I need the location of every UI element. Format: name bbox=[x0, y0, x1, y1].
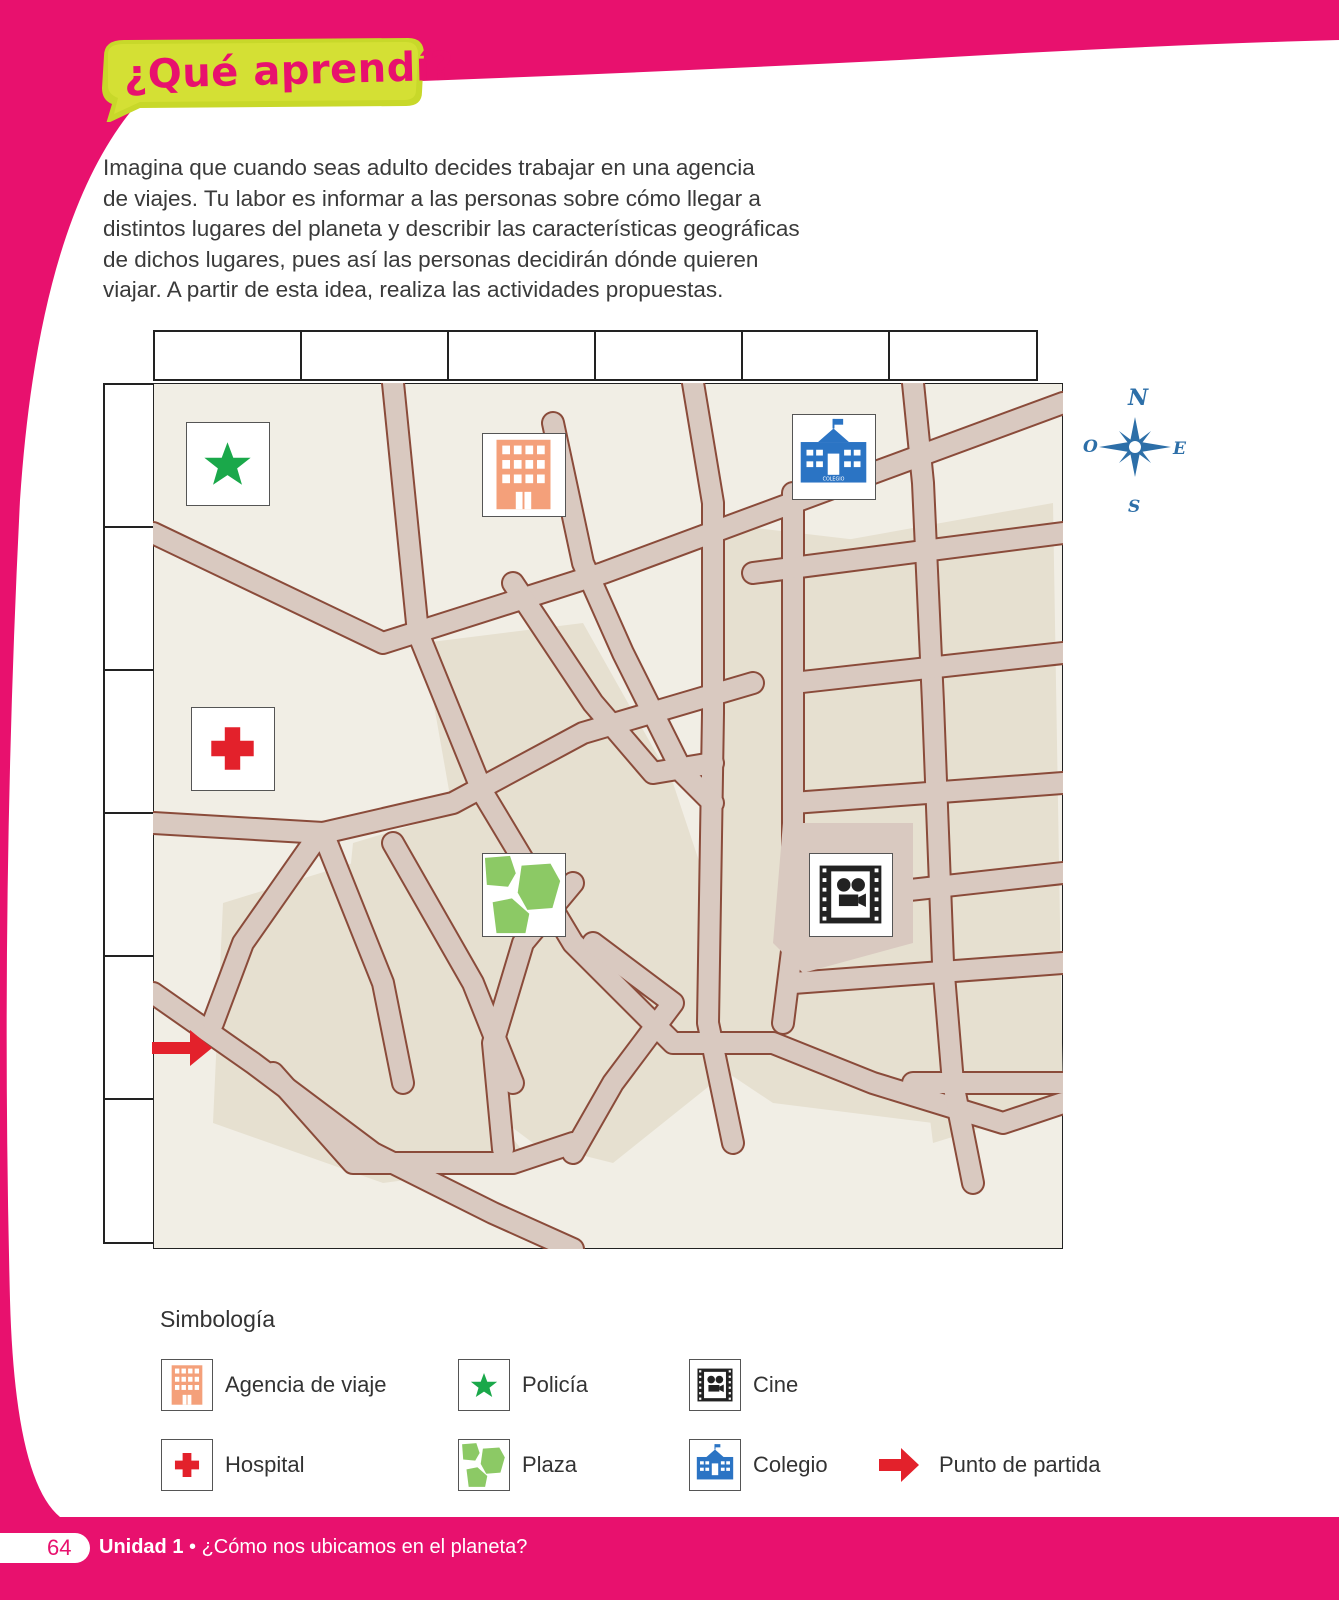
page-title: ¿Qué aprendí? bbox=[123, 43, 455, 99]
compass-north: N bbox=[1128, 385, 1149, 411]
legend-item-travel-agency bbox=[161, 1359, 386, 1411]
plaza-marker[interactable] bbox=[482, 853, 566, 937]
row-cell[interactable] bbox=[103, 383, 155, 528]
police-star-icon bbox=[187, 423, 268, 504]
plaza-icon bbox=[483, 854, 564, 935]
intro-paragraph bbox=[103, 153, 823, 306]
compass-east: E bbox=[1173, 439, 1186, 459]
column-cell[interactable] bbox=[741, 330, 890, 381]
row-cell[interactable] bbox=[103, 526, 155, 671]
row-header-cells bbox=[103, 383, 155, 1242]
legend-item-hospital bbox=[161, 1439, 304, 1491]
row-cell[interactable] bbox=[103, 1098, 155, 1244]
footer-unit-title bbox=[99, 1536, 527, 1559]
intro-line: de viajes. Tu labor es informar a las personas sobre cómo llegar a bbox=[103, 185, 761, 211]
legend-label: Colegio bbox=[753, 1452, 828, 1477]
compass-west: O bbox=[1083, 437, 1098, 457]
police-star-icon bbox=[461, 1362, 507, 1408]
school-sign: COLEGIO bbox=[822, 477, 845, 483]
legend-label: Punto de partida bbox=[939, 1452, 1101, 1477]
legend-title: Simbología bbox=[160, 1306, 276, 1332]
intro-line: distintos lugares del planeta y describir las características geográficas bbox=[103, 216, 800, 241]
travel-agency-marker[interactable] bbox=[482, 433, 566, 517]
row-cell[interactable] bbox=[103, 669, 155, 814]
column-cell[interactable] bbox=[888, 330, 1038, 381]
travel-agency-icon bbox=[483, 434, 564, 515]
cinema-marker[interactable] bbox=[809, 853, 893, 937]
compass-rose bbox=[1085, 385, 1185, 520]
legend-item-school bbox=[689, 1439, 828, 1491]
hospital-cross-icon bbox=[164, 1442, 210, 1488]
travel-agency-icon bbox=[164, 1362, 210, 1408]
legend-item-plaza bbox=[458, 1439, 577, 1491]
legend-label: Policía bbox=[522, 1372, 589, 1397]
school-marker[interactable] bbox=[792, 414, 876, 500]
legend-item-cinema bbox=[689, 1359, 798, 1411]
intro-line: viajar. A partir de esta idea, realiza las actividades propuestas. bbox=[103, 277, 724, 302]
legend-label: Cine bbox=[753, 1372, 799, 1397]
hospital-marker[interactable] bbox=[191, 707, 275, 791]
cinema-icon bbox=[810, 854, 891, 935]
cinema-icon bbox=[692, 1362, 738, 1408]
school-icon bbox=[793, 415, 874, 498]
compass-south: S bbox=[1128, 497, 1141, 517]
footer-bullet: • bbox=[189, 1536, 197, 1558]
column-cell[interactable] bbox=[153, 330, 302, 381]
column-header-cells bbox=[153, 330, 1036, 381]
start-arrow-marker[interactable] bbox=[150, 1028, 216, 1068]
footer-unit: Unidad 1 bbox=[99, 1536, 184, 1558]
legend-item-police bbox=[458, 1359, 588, 1411]
school-icon bbox=[692, 1442, 738, 1488]
legend-item-start-point bbox=[877, 1446, 1100, 1484]
plaza-icon bbox=[461, 1442, 507, 1488]
hospital-cross-icon bbox=[192, 708, 273, 789]
legend-label: Agencia de viaje bbox=[225, 1372, 387, 1397]
column-cell[interactable] bbox=[447, 330, 596, 381]
row-cell[interactable] bbox=[103, 812, 155, 957]
legend-label: Plaza bbox=[522, 1452, 578, 1477]
page-number: 64 bbox=[0, 1533, 90, 1563]
column-cell[interactable] bbox=[300, 330, 449, 381]
legend-label: Hospital bbox=[225, 1452, 305, 1477]
row-cell[interactable] bbox=[103, 955, 155, 1100]
footer-unit-name: ¿Cómo nos ubicamos en el planeta? bbox=[201, 1536, 528, 1558]
police-marker[interactable] bbox=[186, 422, 270, 506]
column-cell[interactable] bbox=[594, 330, 743, 381]
intro-line: Imagina que cuando seas adulto decides trabajar en una agencia bbox=[103, 155, 755, 180]
start-arrow-icon bbox=[877, 1446, 921, 1484]
city-map bbox=[153, 383, 1063, 1249]
intro-line: de dichos lugares, pues así las personas decidirán dónde quieren bbox=[103, 246, 759, 272]
